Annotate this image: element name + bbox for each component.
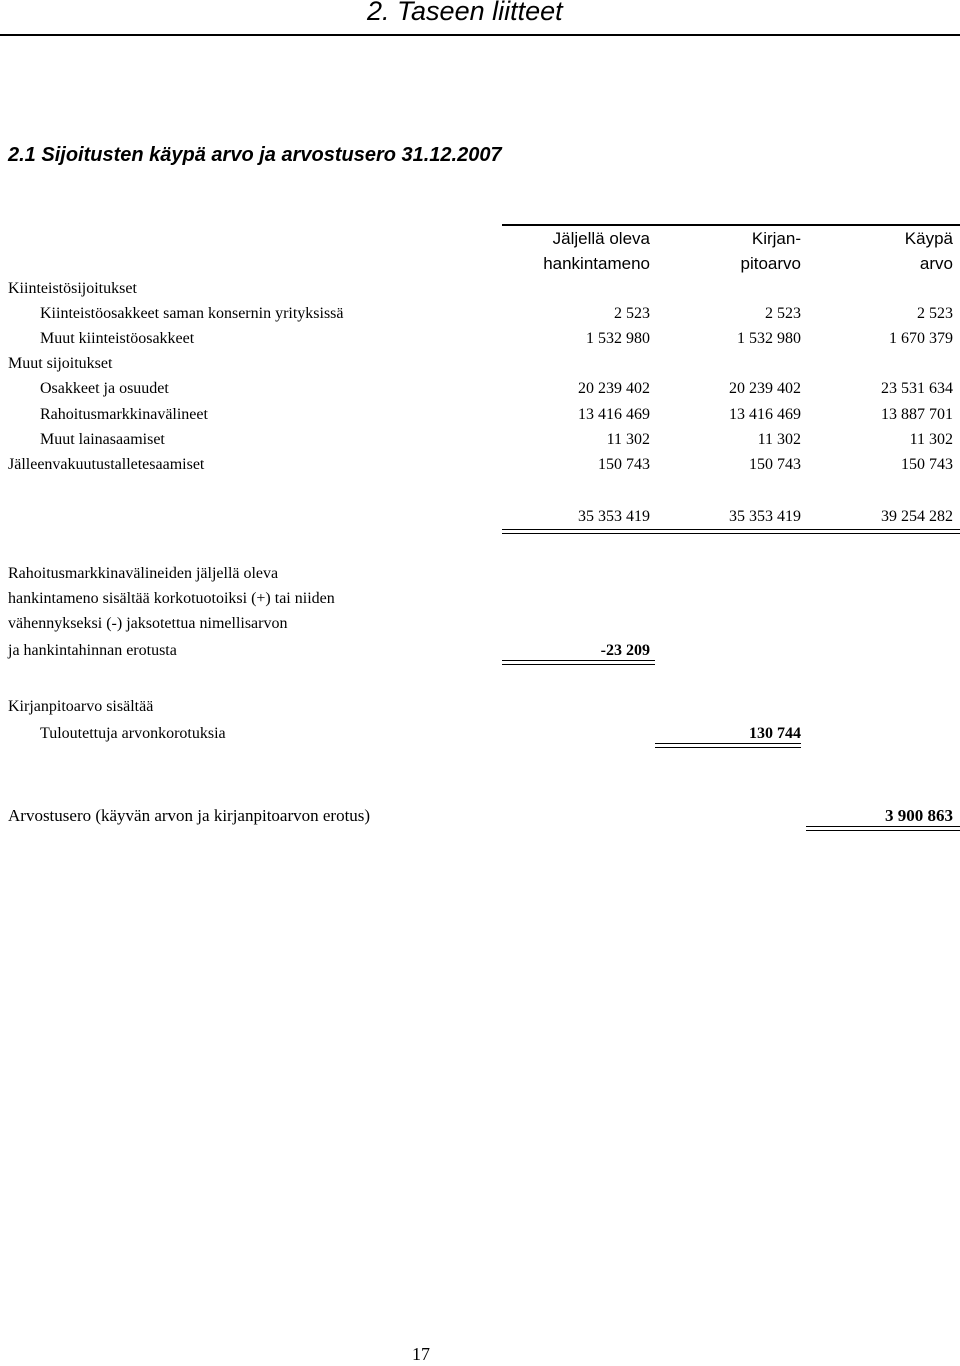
- revaluation-double-underline: [655, 743, 801, 748]
- table-cell-fair-value: 150 743: [901, 456, 953, 473]
- note-line: ja hankintahinnan erotusta: [8, 642, 177, 659]
- revaluation-value: 130 744: [749, 725, 801, 742]
- note-line: Rahoitusmarkkinavälineiden jäljellä oleva: [8, 565, 279, 582]
- total-remaining-cost: 35 353 419: [578, 508, 650, 525]
- table-cell-fair-value: 2 523: [917, 305, 953, 322]
- chapter-title: 2. Taseen liitteet: [367, 0, 563, 26]
- table-row-label: Muut sijoitukset: [8, 355, 113, 372]
- table-row-label: Muut kiinteistöosakkeet: [40, 330, 195, 347]
- table-cell-fair-value: 11 302: [909, 431, 953, 448]
- table-cell-book-value: 13 416 469: [729, 406, 801, 423]
- totals-double-underline: [502, 529, 960, 534]
- table-row-label: Osakkeet ja osuudet: [40, 380, 169, 397]
- book-value-heading: Kirjanpitoarvo sisältää: [8, 698, 154, 715]
- column-header-line: Kirjan-: [751, 229, 801, 248]
- table-row-label: Kiinteistöosakkeet saman konsernin yrityksissä: [40, 305, 344, 322]
- table-cell-remaining-cost: 11 302: [606, 431, 650, 448]
- table-cell-remaining-cost: 150 743: [598, 456, 650, 473]
- column-header-book-value: [741, 226, 801, 276]
- table-row-label: Kiinteistösijoitukset: [8, 280, 137, 297]
- table-cell-book-value: 11 302: [757, 431, 801, 448]
- table-cell-remaining-cost: 1 532 980: [586, 330, 650, 347]
- column-header-remaining-cost: [543, 226, 650, 276]
- note-line: vähennykseksi (-) jaksotettua nimellisarvon: [8, 615, 288, 632]
- table-cell-book-value: 2 523: [765, 305, 801, 322]
- table-cell-fair-value: 1 670 379: [889, 330, 953, 347]
- table-cell-book-value: 150 743: [749, 456, 801, 473]
- column-header-line: arvo: [919, 254, 953, 273]
- column-header-fair-value: [905, 226, 953, 276]
- column-header-line: Käypä: [904, 229, 953, 248]
- table-cell-remaining-cost: 20 239 402: [578, 380, 650, 397]
- column-header-line: pitoarvo: [740, 254, 801, 273]
- table-cell-remaining-cost: 13 416 469: [578, 406, 650, 423]
- interest-difference-value: -23 209: [600, 642, 650, 659]
- table-row-label: Muut lainasaamiset: [40, 431, 165, 448]
- section-title: 2.1 Sijoitusten käypä arvo ja arvostusero 31.12.2007: [8, 144, 502, 166]
- table-cell-book-value: 1 532 980: [737, 330, 801, 347]
- total-book-value: 35 353 419: [729, 508, 801, 525]
- table-row-label: Jälleenvakuutustalletesaamiset: [8, 456, 205, 473]
- chapter-title-rule: [0, 34, 960, 36]
- table-cell-remaining-cost: 2 523: [614, 305, 650, 322]
- column-header-line: Jäljellä oleva: [552, 229, 650, 248]
- table-cell-fair-value: 13 887 701: [881, 406, 953, 423]
- revaluation-label: Tuloutettuja arvonkorotuksia: [40, 725, 226, 742]
- table-cell-fair-value: 23 531 634: [881, 380, 953, 397]
- total-fair-value: 39 254 282: [881, 508, 953, 525]
- column-header-line: hankintameno: [543, 254, 650, 273]
- valuation-difference-label: Arvostusero (käyvän arvon ja kirjanpitoarvon erotus): [8, 806, 371, 825]
- valuation-difference-value: 3 900 863: [885, 806, 953, 825]
- interest-value-double-underline: [502, 660, 655, 665]
- table-cell-book-value: 20 239 402: [729, 380, 801, 397]
- table-row-label: Rahoitusmarkkinavälineet: [40, 406, 208, 423]
- valuation-difference-double-underline: [806, 826, 960, 831]
- note-line: hankintameno sisältää korkotuotoiksi (+) tai niiden: [8, 590, 335, 607]
- page-number: 17: [412, 1344, 430, 1364]
